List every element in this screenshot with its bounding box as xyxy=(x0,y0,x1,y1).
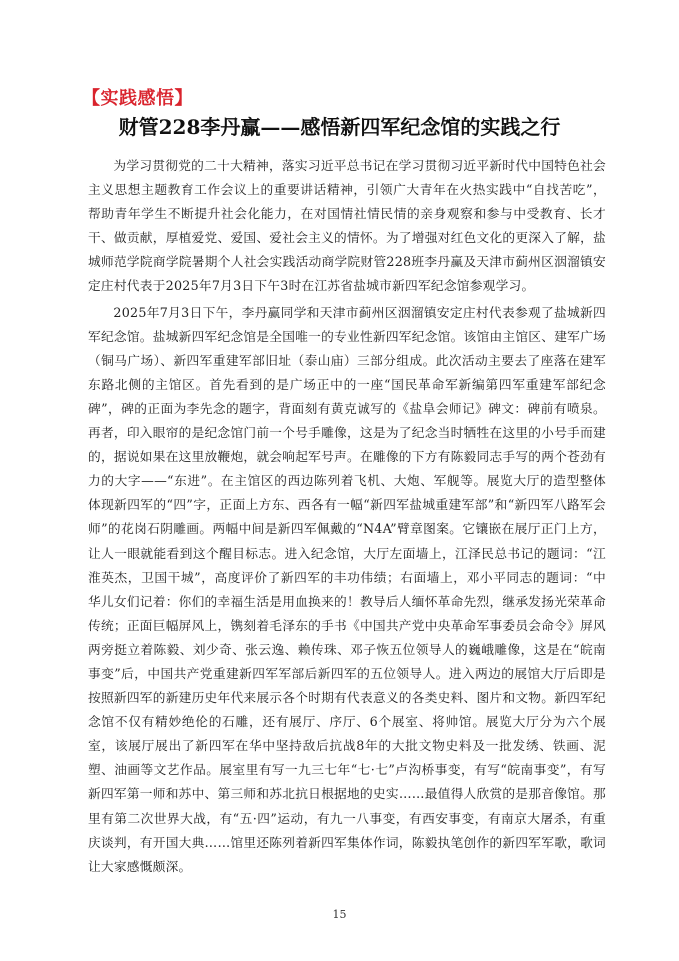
article-body xyxy=(88,154,606,881)
paragraph-intro: 为学习贯彻党的二十大精神，落实习近平总书记在学习贯彻习近平新时代中国特色社会主义思想主题教育工作会议上的重要讲话精神，引领广大青年在火热实践中“自找苦吃”，帮助青年学生不断提升社会化能力，在对国情社情民情的亲身观察和参与中受教育、长才干、做贡献，厚植爱党、爱国、爱社会主义的情怀。为了增强对红色文化的更深入了解，盐城师范学院商学院暑期个人社会实践活动商学院财管228班李丹赢及天津市蓟州区洇溜镇安定庄村代表于2025年7月3日下午3时在江苏省盐城市新四军纪念馆参观学习。 xyxy=(88,158,606,294)
paragraph-visit: 2025年7月3日下午，李丹赢同学和天津市蓟州区洇溜镇安定庄村代表参观了盐城新四军纪念馆。盐城新四军纪念馆是全国唯一的专业性新四军纪念馆。该馆由主馆区、建军广场（铜马广场）、新四军重建军部旧址（泰山庙）三部分组成。此次活动主要去了座落在建军东路北侧的主馆区。首先看到的是广场正中的一座“国民革命军新编第四军重建军部纪念碑”，碑的正面为李先念的题字，背面刻有黄克诚写的《盐阜会师记》碑文：碑前有喷泉。再者，印入眼帘的是纪念馆门前一个号手雕像，这是为了纪念当时牺牲在这里的小号手而建的，据说如果在这里放鞭炮，就会响起军号声。在雕像的下方有陈毅同志手写的两个苍劲有力的大字——“东进”。在主馆区的西边陈列着飞机、大炮、军舰等。展览大厅的造型整体体现新四军的“四”字，正面上方东、西各有一幅“新四军盐城重建军部”和“新四军八路军会师”的花岗石阴雕画。两幅中间是新四军佩戴的“N4A”臂章图案。它镶嵌在展厅正门上方，让人一眼就能看到这个醒目标志。进入纪念馆，大厅左面墙上，江泽民总书记的题词：“江淮英杰，卫国干城”，高度评价了新四军的丰功伟绩；右面墙上，邓小平同志的题词：“中华儿女们记着：你们的幸福生活是用血换来的！教导后人缅怀革命先烈，继承发扬光荣革命传统；正面巨幅屏风上，镌刻着毛泽东的手书《中国共产党中央革命军事委员会命令》屏风两旁挺立着陈毅、刘少奇、张云逸、赖传珠、邓子恢五位领导人的巍峨雕像，这是在“皖南事变”后，中国共产党重建新四军军部后新四军的五位领导人。进入两边的展馆大厅后即是按照新四军的新建历史年代来展示各个时期有代表意义的各类史料、图片和文物。新四军纪念馆不仅有精妙绝伦的石雕，还有展厅、序厅、6个展室、将帅馆。展览大厅分为六个展室，该展厅展出了新四军在华中坚持敌后抗战8年的大批文物史料及一批发绣、铁画、泥塑、油画等文艺作品。展室里有写一九三七年“七·七”卢沟桥事变，有写“皖南事变”，有写新四军第一师和苏中、第三师和苏北抗日根据地的史实……最值得人欣赏的是那音像馆。那里有第二次世界大战，有“五·四”运动，有九一八事变，有西安事变，有南京大屠杀，有重庆谈判，有开国大典……馆里还陈列着新四军集体作词，陈毅执笔创作的新四军军歌，歌词让大家感慨颇深。 xyxy=(88,304,606,874)
section-tag: 【实践感悟】 xyxy=(82,88,193,109)
article-title: 财管228李丹赢——感悟新四军纪念馆的实践之行 xyxy=(118,115,561,139)
page-number: 15 xyxy=(332,908,347,921)
